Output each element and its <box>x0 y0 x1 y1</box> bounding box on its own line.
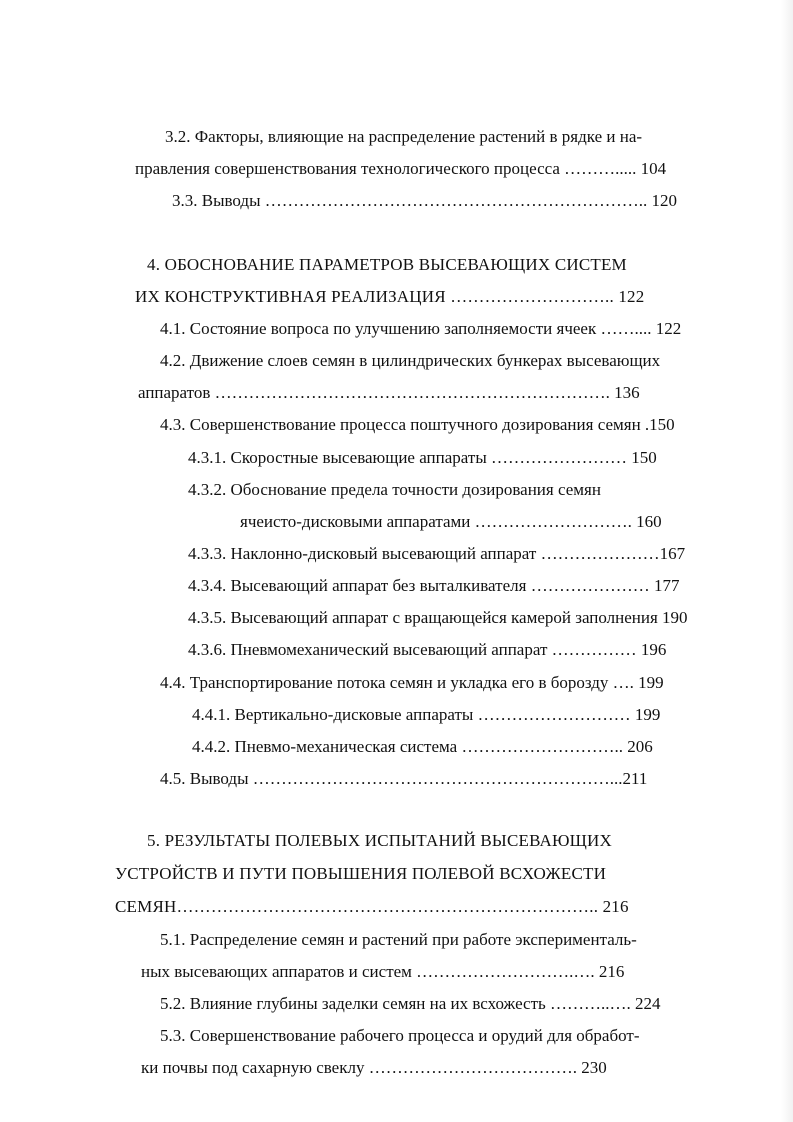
toc-entry-4-3-5: 4.3.5. Высевающий аппарат с вращающейся камерой заполнения 190 <box>188 608 688 627</box>
toc-entry-4-2-line2: аппаратов ……………………………………………………………. 136 <box>138 383 640 402</box>
toc-entry-4-1: 4.1. Состояние вопроса по улучшению заполняемости ячеек …….... 122 <box>160 319 682 338</box>
toc-chapter-4-line2: ИХ КОНСТРУКТИВНАЯ РЕАЛИЗАЦИЯ ……………………….. 122 <box>135 287 645 306</box>
toc-entry-4-3-6: 4.3.6. Пневмомеханический высевающий аппарат …………… 196 <box>188 640 667 659</box>
toc-entry-4-3-3: 4.3.3. Наклонно-дисковый высевающий аппарат …………………167 <box>188 544 686 563</box>
toc-entry-4-3: 4.3. Совершенствование процесса поштучного дозирования семян .150 <box>160 415 675 434</box>
toc-entry-3-3: 3.3. Выводы ………………………………………………………….. 120 <box>172 191 678 210</box>
scan-edge-shadow <box>781 0 793 1122</box>
toc-entry-5-1-line2: ных высевающих аппаратов и систем ……………………….…. 216 <box>141 962 625 981</box>
toc-chapter-5-line3: СЕМЯН……………………………………………………………….. 216 <box>115 897 629 916</box>
toc-entry-4-4-2: 4.4.2. Пневмо-механическая система ……………………….. 206 <box>192 737 653 756</box>
toc-entry-4-5: 4.5. Выводы ………………………………………………………...211 <box>160 769 648 788</box>
toc-entry-5-3-line1: 5.3. Совершенствование рабочего процесса и орудий для обработ- <box>160 1026 640 1045</box>
toc-entry-4-4: 4.4. Транспортирование потока семян и укладка его в борозду …. 199 <box>160 673 664 692</box>
toc-entry-5-3-line2: ки почвы под сахарную свеклу ………………………………. 230 <box>141 1058 607 1077</box>
toc-entry-3-2-line2: правления совершенствования технологического процесса ………..... 104 <box>135 159 667 178</box>
toc-chapter-4-line1: 4. ОБОСНОВАНИЕ ПАРАМЕТРОВ ВЫСЕВАЮЩИХ СИСТЕМ <box>147 255 627 274</box>
toc-entry-4-4-1: 4.4.1. Вертикально-дисковые аппараты ……………………… 199 <box>192 705 661 724</box>
toc-entry-4-3-2-line1: 4.3.2. Обоснование предела точности дозирования семян <box>188 480 601 499</box>
toc-chapter-5-line1: 5. РЕЗУЛЬТАТЫ ПОЛЕВЫХ ИСПЫТАНИЙ ВЫСЕВАЮЩИХ <box>147 831 612 850</box>
toc-entry-4-2-line1: 4.2. Движение слоев семян в цилиндрических бункерах высевающих <box>160 351 661 370</box>
toc-entry-4-3-4: 4.3.4. Высевающий аппарат без выталкивателя ………………… 177 <box>188 576 680 595</box>
toc-entry-4-3-2-line2: ячеисто-дисковыми аппаратами ………………………. 160 <box>240 512 662 531</box>
toc-entry-5-1-line1: 5.1. Распределение семян и растений при работе эксперименталь- <box>160 930 637 949</box>
toc-chapter-5-line2: УСТРОЙСТВ И ПУТИ ПОВЫШЕНИЯ ПОЛЕВОЙ ВСХОЖЕСТИ <box>115 864 607 883</box>
toc-entry-5-2: 5.2. Влияние глубины заделки семян на их всхожесть ………..…. 224 <box>160 994 661 1013</box>
toc-entry-3-2-line1: 3.2. Факторы, влияющие на распределение растений в рядке и на- <box>165 127 643 146</box>
toc-entry-4-3-1: 4.3.1. Скоростные высевающие аппараты …………………… 150 <box>188 448 657 467</box>
